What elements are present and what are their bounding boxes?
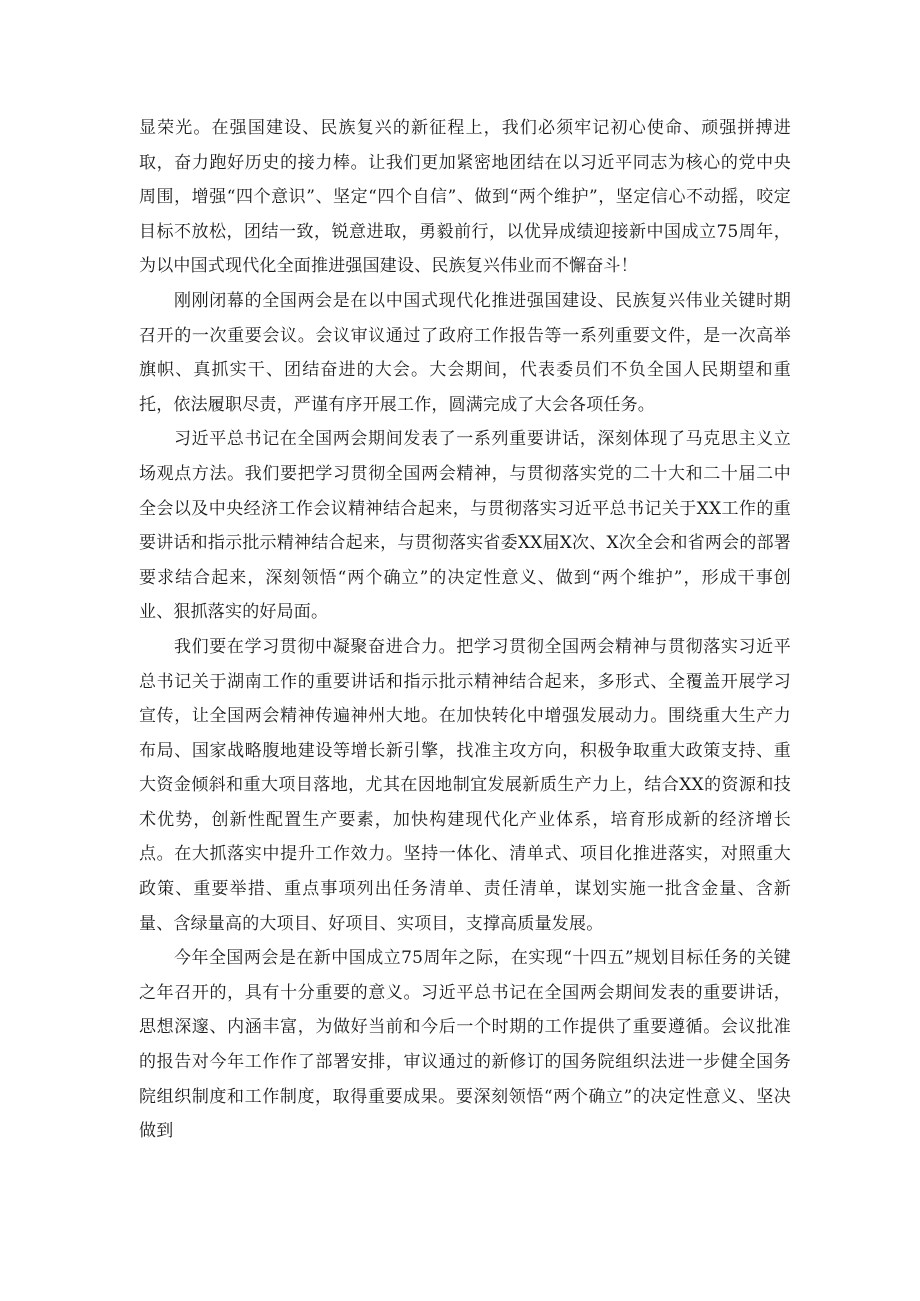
paragraph-3: 习近平总书记在全国两会期间发表了一系列重要讲话，深刻体现了马克思主义立场观点方法。我们要把学习贯彻全国两会精神，与贯彻落实党的二十大和二十届二中全会以及中央经济工作会议精神结合起来，与贯彻落实习近平总书记关于XX工作的重要讲话和指示批示精神结合起来，与贯彻落实省委XX届X次、X次全会和省两会的部署要求结合起来，深刻领悟“两个确立”的决定性意义、做到“两个维护”，形成干事创业、狠抓落实的好局面。: [139, 429, 791, 623]
paragraph-5: 今年全国两会是在新中国成立75周年之际，在实现“十四五”规划目标任务的关键之年召开的，具有十分重要的意义。习近平总书记在全国两会期间发表的重要讲话，思想深邃、内涵丰富，为做好当前和今后一个时期的工作提供了重要遵循。会议批准的报告对今年工作作了部署安排，审议通过的新修订的国务院组织法进一步健全国务院组织制度和工作制度，取得重要成果。要深刻领悟“两个确立”的决定性意义、坚决做到: [139, 948, 791, 1142]
paragraph-1: 显荣光。在强国建设、民族复兴的新征程上，我们必须牢记初心使命、顽强拼搏进取，奋力跑好历史的接力棒。让我们更加紧密地团结在以习近平同志为核心的党中央周围，增强“四个意识”、坚定“四个自信”、做到“两个维护”，坚定信心不动摇，咬定目标不放松，团结一致，锐意进取，勇毅前行，以优异成绩迎接新中国成立75周年，为以中国式现代化全面推进强国建设、民族复兴伟业而不懈奋斗！: [139, 118, 791, 277]
paragraph-2: 刚刚闭幕的全国两会是在以中国式现代化推进强国建设、民族复兴伟业关键时期召开的一次重要会议。会议审议通过了政府工作报告等一系列重要文件，是一次高举旗帜、真抓实干、团结奋进的大会。大会期间，代表委员们不负全国人民期望和重托，依法履职尽责，严谨有序开展工作，圆满完成了大会各项任务。: [139, 290, 791, 415]
paragraph-4: 我们要在学习贯彻中凝聚奋进合力。把学习贯彻全国两会精神与贯彻落实习近平总书记关于湖南工作的重要讲话和指示批示精神结合起来，多形式、全覆盖开展学习宣传，让全国两会精神传遍神州大地。在加快转化中增强发展动力。围绕重大生产力布局、国家战略腹地建设等增长新引擎，找准主攻方向，积极争取重大政策支持、重大资金倾斜和重大项目落地，尤其在因地制宜发展新质生产力上，结合XX的资源和技术优势，创新性配置生产要素，加快构建现代化产业体系，培育形成新的经济增长点。在大抓落实中提升工作效力。坚持一体化、清单式、项目化推进落实，对照重大政策、重要举措、重点事项列出任务清单、责任清单，谋划实施一批含金量、含新量、含绿量高的大项目、好项目、实项目，支撑高质量发展。: [139, 636, 791, 934]
document-body: [139, 111, 791, 1149]
